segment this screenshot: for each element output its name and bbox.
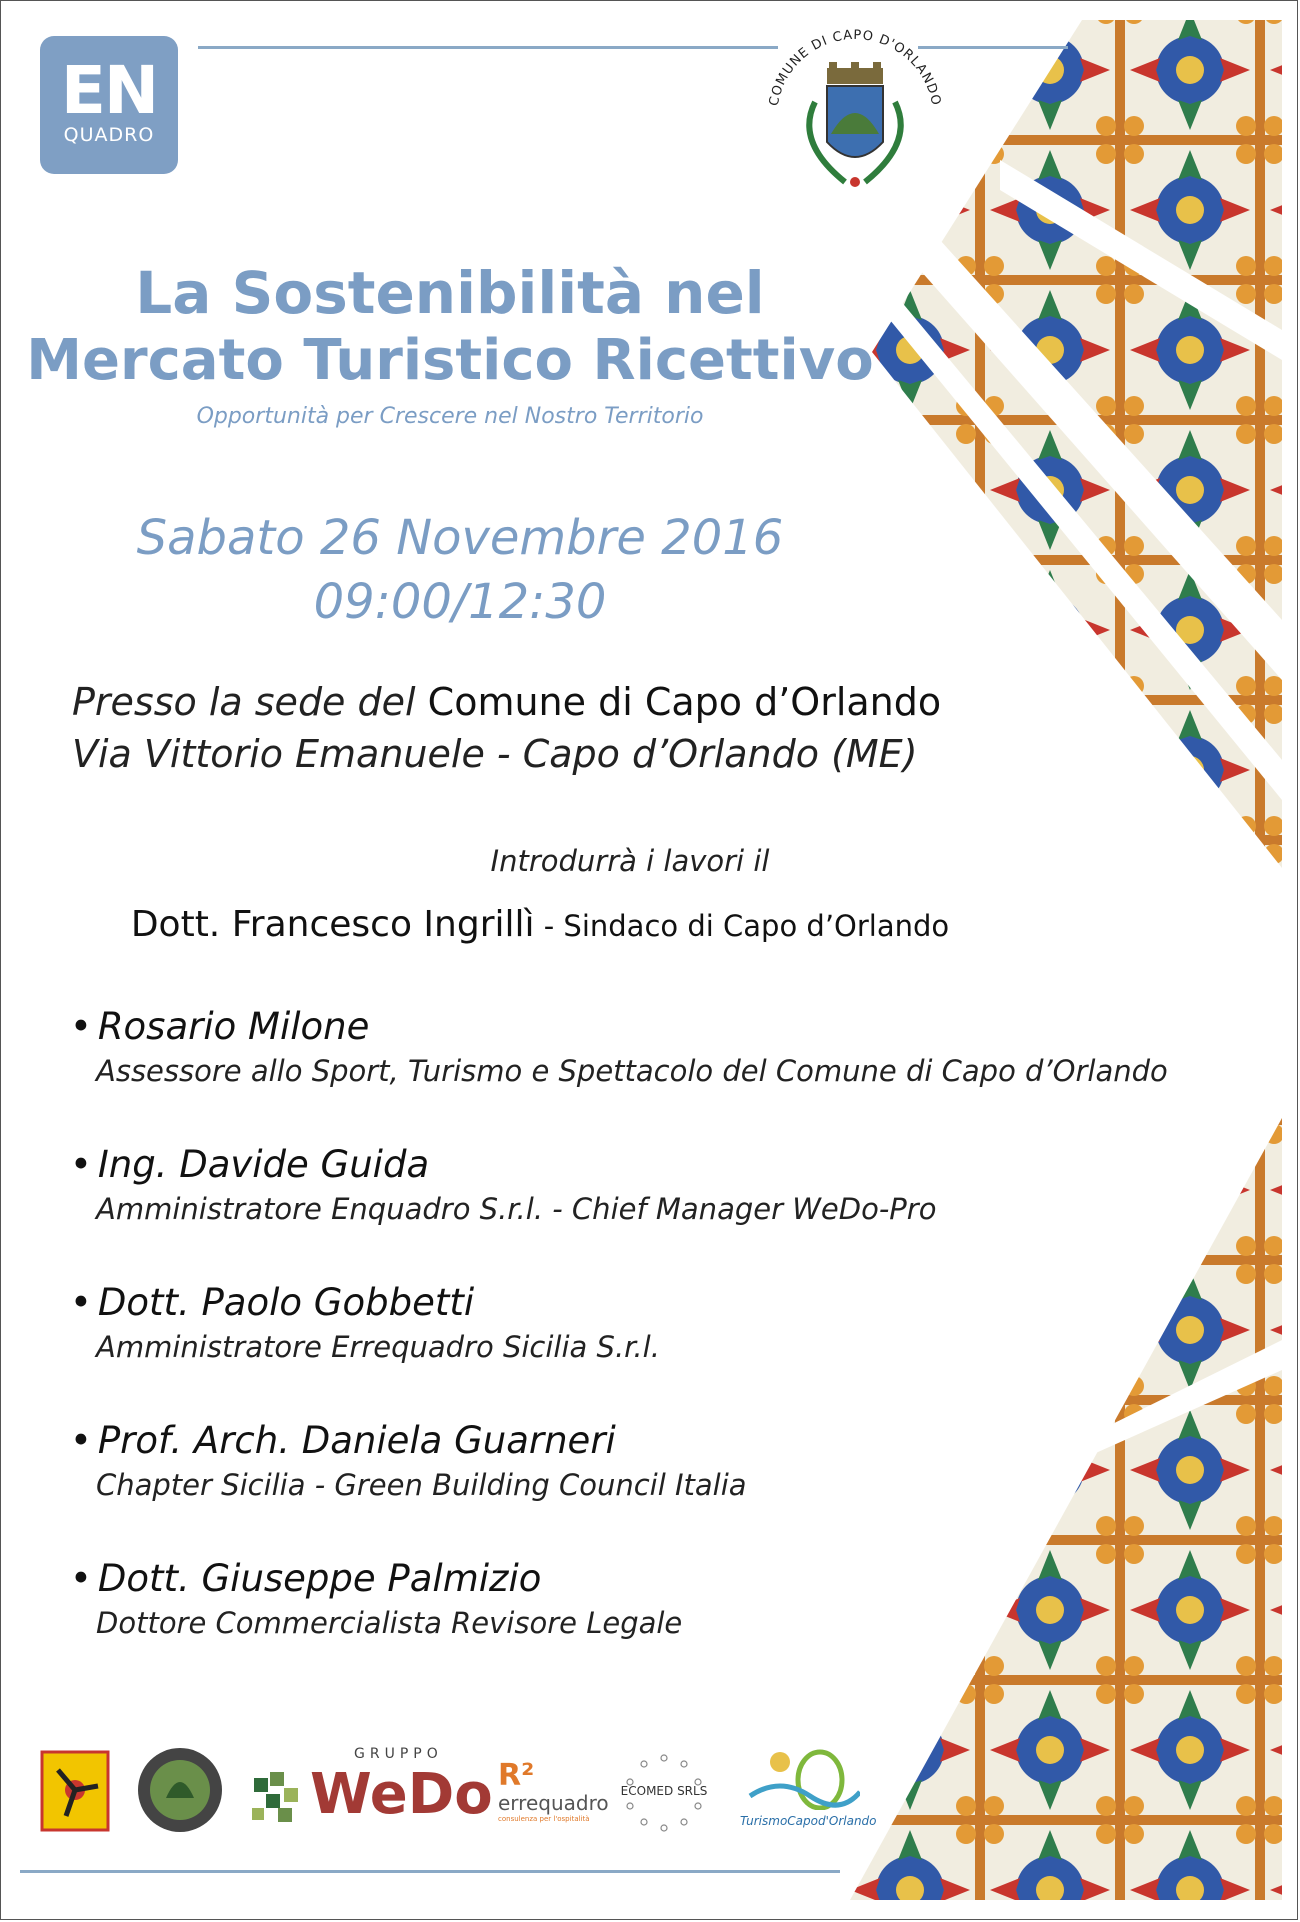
speaker-item [70,1003,1220,1141]
host-name: Dott. Francesco Ingrillì [130,904,535,945]
ecomed-text: ECOMED SRLS [620,1784,708,1798]
bullet-icon: • [70,1557,92,1600]
gbc-text [136,1838,153,1839]
ecomed-logo [614,1752,714,1832]
speaker-name: Dott. Paolo Gobbetti [97,1281,475,1324]
wedo-logo [250,1746,493,1836]
venue-block [72,676,941,780]
wedo-small-text: GRUPPO [354,1746,443,1762]
speaker-role: Amministratore Errequadro Sicilia S.r.l. [96,1330,660,1364]
wedo-mosaic-icon [250,1770,306,1826]
bullet-icon: • [70,1143,92,1186]
venue-prefix: Presso la sede del [72,680,428,724]
speaker-name: Prof. Arch. Daniela Guarneri [97,1419,616,1462]
turismo-wave-icon [740,1746,860,1810]
intro-text: Introdurrà i lavori il [490,844,770,878]
venue-address: Via Vittorio Emanuele - Capo d’Orlando (ME) [72,732,918,776]
event-date: Sabato 26 Novembre 2016 [136,510,784,566]
event-time: 09:00/12:30 [313,574,607,630]
host-role: - Sindaco di Capo d’Orlando [534,909,950,943]
top-rule-left [198,46,778,49]
r2-tagline: consulenza per l'ospitalità [498,1815,590,1823]
speaker-item [70,1141,1220,1279]
logo-small-text: QUADRO [63,124,155,146]
speakers-list [70,1003,1220,1693]
speaker-role: Amministratore Enquadro S.r.l. - Chief Manager WeDo-Pro [96,1192,937,1226]
bullet-icon: • [70,1005,92,1048]
bottom-rule [20,1870,840,1873]
speaker-name: Dott. Giuseppe Palmizio [97,1557,542,1600]
r2-name: errequadro [498,1791,609,1815]
logo-big-text: EN [60,52,158,129]
speaker-name: Ing. Davide Guida [97,1143,430,1186]
title-line-1: La Sostenibilità nel [135,259,765,327]
venue-name: Comune di Capo d’Orlando [427,680,942,724]
sponsor-logos [40,1746,877,1836]
speaker-role: Chapter Sicilia - Green Building Council Italia [96,1468,747,1502]
r2-mark: R² [498,1758,535,1793]
speaker-item [70,1279,1220,1417]
errequadro-logo [498,1758,609,1830]
speaker-role: Dottore Commercialista Revisore Legale [96,1606,683,1640]
speaker-item [70,1417,1220,1555]
subtitle: Opportunità per Crescere nel Nostro Territorio [196,404,704,429]
title-line-2: Mercato Turistico Ricettivo [26,328,874,393]
speaker-item [70,1555,1220,1693]
turismo-text: TurismoCapod'Orlando [740,1814,877,1828]
turismo-logo [740,1746,877,1834]
wedo-big-text: WeDo [310,1762,493,1827]
speaker-role: Assessore allo Sport, Turismo e Spettacolo del Comune di Capo d’Orlando [96,1054,1168,1088]
bullet-icon: • [70,1419,92,1462]
bullet-icon: • [70,1281,92,1324]
venue-line [72,676,941,728]
speaker-name: Rosario Milone [97,1005,370,1048]
host-line [40,904,1040,945]
crest-text: COMUNE DI CAPO D'ORLANDO [766,27,944,108]
gbc-logo-icon [136,1746,224,1834]
comune-crest-icon [755,22,955,212]
enquadro-logo [40,36,178,174]
trinacria-logo-icon [40,1750,110,1832]
